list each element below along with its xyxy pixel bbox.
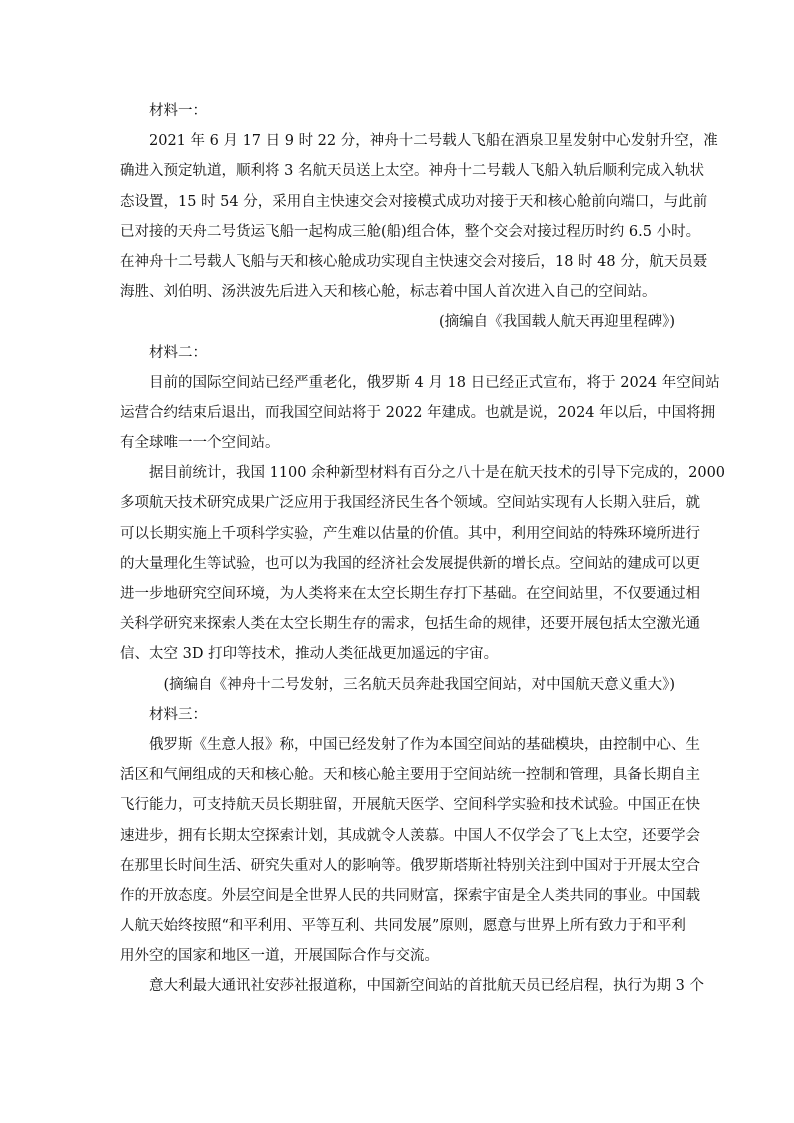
material2-para1-line-2: 运营合约结束后退出，而我国空间站将于 2022 年建成。也就是说，2024 年以后，中国将拥 <box>120 404 716 421</box>
document-page <box>120 96 726 1002</box>
material3-heading: 材料三： <box>149 706 207 723</box>
material1-line-5: 在神舟十二号载人飞船与天和核心舱成功实现自主快速交会对接后，18 时 48 分，航天员聂 <box>120 253 708 270</box>
material2-para1-line-3: 有全球唯一一个空间站。 <box>120 435 280 452</box>
material2-para1-line-1: 目前的国际空间站已经严重老化，俄罗斯 4 月 18 日已经正式宣布，将于 2024 年空间站 <box>149 374 720 391</box>
material3-para1-line-7: 人航天始终按照“和平利用、平等互利、共同发展”原则，愿意与世界上所有致力于和平利 <box>120 918 686 935</box>
material3-para1-line-3: 飞行能力，可支持航天员长期驻留，开展航天医学、空间科学实验和技术试验。中国正在快 <box>120 797 700 814</box>
material3-para1-line-1: 俄罗斯《生意人报》称，中国已经发射了作为本国空间站的基础模块，由控制中心、生 <box>149 736 700 753</box>
material2-para2-line-7: 信、太空 3D 打印等技术，推动人类征战更加遥远的宇宙。 <box>120 646 499 663</box>
material1-source: (摘编自《我国载人航天再迎里程碑》) <box>438 314 675 331</box>
material2-para2-line-1: 据目前统计，我国 1100 余种新型材料有百分之八十是在航天技术的引导下完成的，2000 <box>149 465 726 482</box>
material2-para2-line-4: 的大量理化生等试验，也可以为我国的经济社会发展提供新的增长点。空间站的建成可以更 <box>120 555 700 572</box>
material2-source: (摘编自《神舟十二号发射，三名航天员奔赴我国空间站，对中国航天意义重大》) <box>163 676 675 693</box>
material3-para2-line-1: 意大利最大通讯社安莎社报道称，中国新空间站的首批航天员已经启程，执行为期 3 个 <box>149 978 704 995</box>
material1-line-4: 已对接的天舟二号货运飞船一起构成三舱(船)组合体，整个交会对接过程历时约 6.5 小时。 <box>120 223 701 240</box>
material1-heading: 材料一： <box>149 103 207 119</box>
material3-para1-line-2: 活区和气闸组成的天和核心舱。天和核心舱主要用于空间站统一控制和管理，具备长期自主 <box>120 767 700 784</box>
material1-line-6: 海胜、刘伯明、汤洪波先后进入天和核心舱，标志着中国人首次进入自己的空间站。 <box>120 284 657 301</box>
material2-para2-line-3: 可以长期实施上千项科学实验，产生难以估量的价值。其中，利用空间站的特殊环境所进行 <box>120 525 700 542</box>
material2-para2-line-6: 关科学研究来探索人类在太空长期生存的需求，包括生命的规律，还要开展包括太空激光通 <box>120 616 700 633</box>
material3-para1-line-5: 在那里长时间生活、研究失重对人的影响等。俄罗斯塔斯社特别关注到中国对于开展太空合 <box>120 857 700 874</box>
material2-para2-line-5: 进一步地研究空间环境，为人类将来在太空长期生存打下基础。在空间站里，不仅要通过相 <box>120 586 700 602</box>
material2-para2-line-2: 多项航天技术研究成果广泛应用于我国经济民生各个领域。空间站实现有人长期入驻后，就 <box>120 495 700 512</box>
material1-line-1: 2021 年 6 月 17 日 9 时 22 分，神舟十二号载人飞船在酒泉卫星发射中心发射升空，准 <box>149 133 718 150</box>
material1-line-3: 态设置，15 时 54 分，采用自主快速交会对接模式成功对接于天和核心舱前向端口，与此前 <box>120 193 708 210</box>
material3-para1-line-8: 用外空的国家和地区一道，开展国际合作与交流。 <box>120 948 439 965</box>
material1-line-2: 确进入预定轨道，顺利将 3 名航天员送上太空。神舟十二号载人飞船入轨后顺利完成入轨状 <box>120 163 704 180</box>
material3-para1-line-6: 作的开放态度。外层空间是全世界人民的共同财富，探索宇宙是全人类共同的事业。中国载 <box>120 887 700 904</box>
material2-heading: 材料二： <box>149 344 207 361</box>
material3-para1-line-4: 速进步，拥有长期太空探索计划，其成就令人羡慕。中国人不仅学会了飞上太空，还要学会 <box>120 827 700 844</box>
